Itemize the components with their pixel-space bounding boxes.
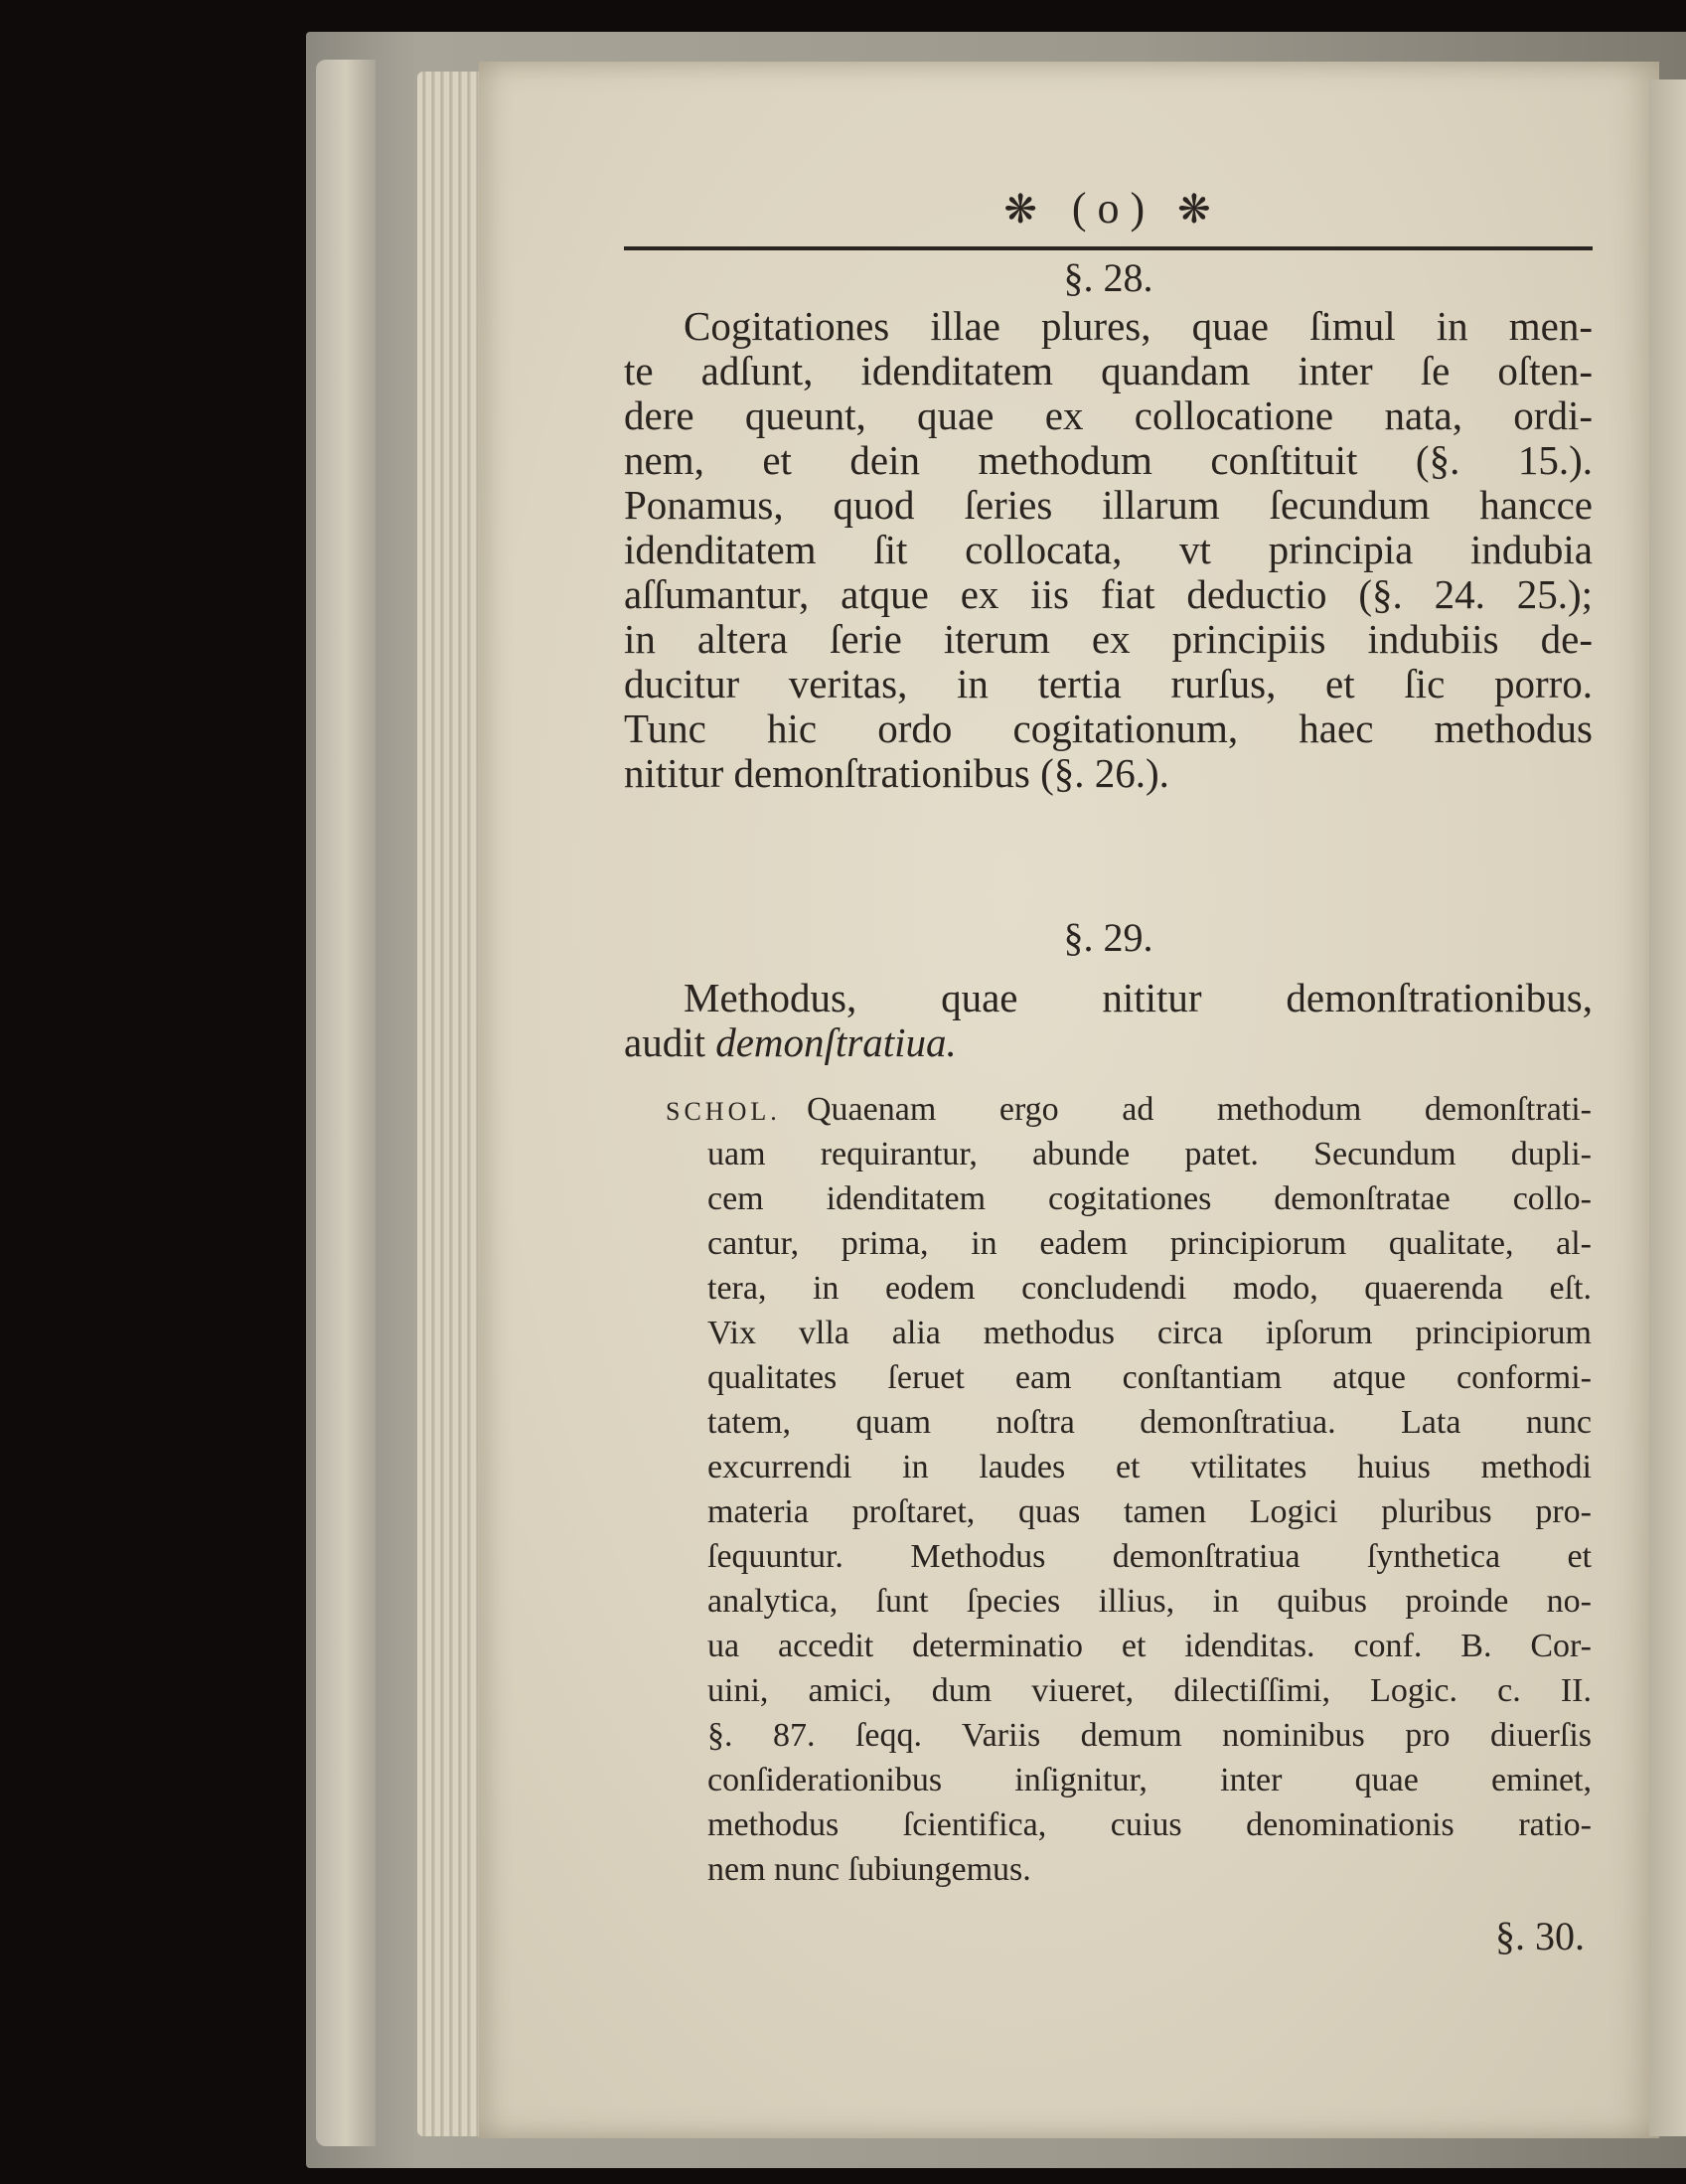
text-line: Quaenam ergo ad methodum demonſtrati- (807, 1091, 1592, 1128)
left-ornament-icon: ❋ (1003, 187, 1039, 232)
text-line: tatem, quam noſtra demonſtratiua. Lata nunc (707, 1404, 1592, 1441)
scholion-label: SCHOL. (666, 1097, 781, 1126)
page-stack (417, 72, 487, 2136)
text-line: Methodus, quae nititur demonſtrationibus, (684, 975, 1593, 1020)
text-line: aſſumantur, atque ex iis fiat deductio (§. 24. 25.); (624, 571, 1593, 617)
text-line: uini, amici, dum viueret, dilectiſſimi, Logic. c. II. (707, 1672, 1592, 1709)
text-fragment: audit (624, 1019, 716, 1065)
text-line: uam requirantur, abunde patet. Secundum dupli- (707, 1136, 1592, 1172)
section-28-number: §. 28. (1063, 255, 1153, 300)
text-line: methodus ſcientifica, cuius denominationis ratio- (707, 1806, 1592, 1843)
page-number: ( o ) (1071, 184, 1146, 233)
text-line: Vix vlla alia methodus circa ipſorum principiorum (707, 1315, 1592, 1351)
text-line: analytica, ſunt ſpecies illius, in quibus proinde no- (707, 1583, 1592, 1620)
text-line (624, 1020, 1593, 1065)
text-line: nem, et dein methodum conſtituit (§. 15.). (624, 437, 1593, 483)
text-line: tera, in eodem concludendi modo, quaerenda eſt. (707, 1270, 1592, 1307)
facing-page-edge (1649, 79, 1686, 2136)
text-line: nem nunc ſubiungemus. (707, 1851, 1031, 1888)
defined-term: demonſtratiua. (715, 1019, 957, 1065)
text-line: idenditatem ſit collocata, vt principia indubia (624, 527, 1593, 572)
text-line: ſequuntur. Methodus demonſtratiua ſynthetica et (707, 1538, 1592, 1575)
text-line: dere queunt, quae ex collocatione nata, ordi- (624, 392, 1593, 438)
running-header (624, 179, 1593, 248)
text-line: §. 87. ſeqq. Variis demum nominibus pro diuerſis (707, 1717, 1592, 1754)
text-line: cantur, prima, in eadem principiorum qualitate, al- (707, 1225, 1592, 1262)
text-line: ducitur veritas, in tertia rurſus, et ſic porro. (624, 661, 1593, 706)
cover-edge (316, 60, 376, 2146)
text-line: materia proſtaret, quas tamen Logici pluribus pro- (707, 1493, 1592, 1530)
text-line: nititur demonſtrationibus (§. 26.). (624, 750, 1169, 796)
header-rule (624, 246, 1593, 250)
section-28-text (624, 304, 1593, 796)
catchword: §. 30. (1495, 1914, 1585, 1958)
text-line: Cogitationes illae plures, quae ſimul in men- (684, 303, 1593, 349)
section-29-number: §. 29. (1063, 915, 1153, 960)
text-line: Ponamus, quod ſeries illarum ſecundum hancce (624, 482, 1593, 528)
text-line: te adſunt, idenditatem quandam inter ſe oſten- (624, 348, 1593, 393)
text-line: ua accedit determinatio et idenditas. conf. B. Cor- (707, 1628, 1592, 1664)
text-line: conſiderationibus inſignitur, inter quae eminet, (707, 1762, 1592, 1798)
text-line: in altera ſerie iterum ex principiis indubiis de- (624, 616, 1593, 662)
right-ornament-icon: ❋ (1177, 187, 1213, 232)
text-line: qualitates ſeruet eam conſtantiam atque conformi- (707, 1359, 1592, 1396)
section-29-text (624, 976, 1593, 1065)
text-line: excurrendi in laudes et vtilitates huius methodi (707, 1449, 1592, 1485)
scholion-text (707, 1087, 1592, 1892)
text-line: cem idenditatem cogitationes demonſtratae collo- (707, 1180, 1592, 1217)
text-line: Tunc hic ordo cogitationum, haec methodus (624, 705, 1593, 751)
